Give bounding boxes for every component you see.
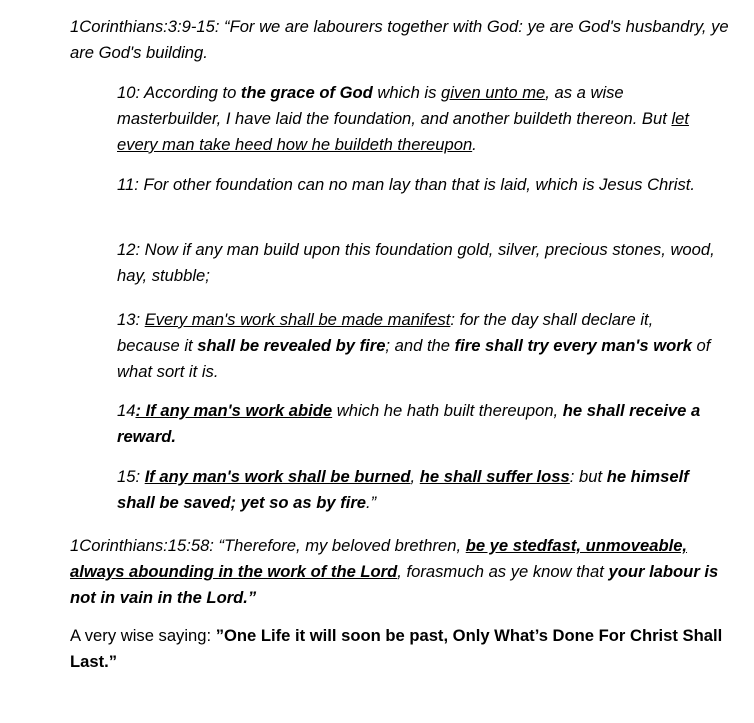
c15-text-a: 1Corinthians:15:58: “Therefore, my beloved brethren,	[70, 536, 466, 555]
verse-11	[117, 172, 717, 198]
verse-15-text-c: ,	[410, 467, 420, 486]
wise-saying-quote: ”One Life it will soon be past, Only What’s Done For Christ Shall Last.”	[70, 626, 723, 671]
c15-bold-labour: your labour is not in vain in the Lord.”	[70, 562, 719, 607]
verse-10-text-c: which is	[372, 83, 442, 102]
verse-15-bold-burned: If any man's work shall be burned	[144, 467, 411, 486]
verse-10-underline-heed: let every man take heed how he buildeth thereupon	[117, 109, 689, 154]
c15-bold-stedfast: be ye stedfast, unmoveable, always abounding in the work of the Lord	[70, 536, 688, 581]
verse-14-bold-abide: : If any man's work abide	[135, 401, 333, 420]
verse-13-text-a: 13:	[117, 310, 145, 329]
verse-11-text: 11: For other foundation can no man lay than that is laid, which is Jesus Christ.	[117, 175, 696, 194]
verse-10-text-a: 10: According to	[117, 83, 241, 102]
verse-15-bold-saved: he himself shall be saved; yet so as by fire	[117, 467, 689, 512]
verse-10-underline-given: given unto me	[441, 83, 546, 102]
verse-12	[117, 237, 717, 289]
verse-13-text-g: of what sort it is.	[117, 336, 711, 381]
verse-13-underline-manifest: Every man's work shall be made manifest	[144, 310, 451, 329]
wise-saying	[70, 623, 730, 675]
verse-10	[117, 80, 717, 158]
verse-15-text-e: : but	[569, 467, 607, 486]
verse-13-bold-revealed: shall be revealed by fire	[197, 336, 386, 355]
verse-10-text-e: , as a wise masterbuilder, I have laid the foundation, and another buildeth thereon. But	[117, 83, 672, 128]
verse-12-text: 12: Now if any man build upon this foundation gold, silver, precious stones, wood, hay, stubble;	[117, 240, 715, 285]
wise-saying-lead: A very wise saying:	[70, 626, 216, 645]
verse-13-text-c: : for the day shall declare it, because it	[117, 310, 654, 355]
corinthians-15-58	[70, 533, 730, 611]
verse-13	[117, 307, 717, 385]
verse-14-number: 14	[117, 401, 136, 420]
verse-15	[117, 464, 717, 516]
verse-13-text-e: ; and the	[385, 336, 455, 355]
verse-13-bold-fire-try: fire shall try every man's work	[454, 336, 692, 355]
corinthians-3-intro	[70, 14, 730, 66]
verse-15-bold-loss: he shall suffer loss	[419, 467, 570, 486]
verse-15-text-a: 15:	[117, 467, 145, 486]
verse-14-text-c: which he hath built thereupon,	[332, 401, 563, 420]
c15-text-c: , forasmuch as ye know that	[397, 562, 609, 581]
verse-14-bold-reward: he shall receive a reward.	[117, 401, 701, 446]
verse-10-text-g: .	[472, 135, 477, 154]
intro-text: 1Corinthians:3:9-15: “For we are labourers together with God: ye are God's husbandry, ye are God's building.	[70, 17, 729, 62]
verse-14	[117, 398, 717, 450]
verse-10-bold-grace: the grace of God	[240, 83, 373, 102]
verse-15-text-g: .”	[366, 493, 377, 512]
